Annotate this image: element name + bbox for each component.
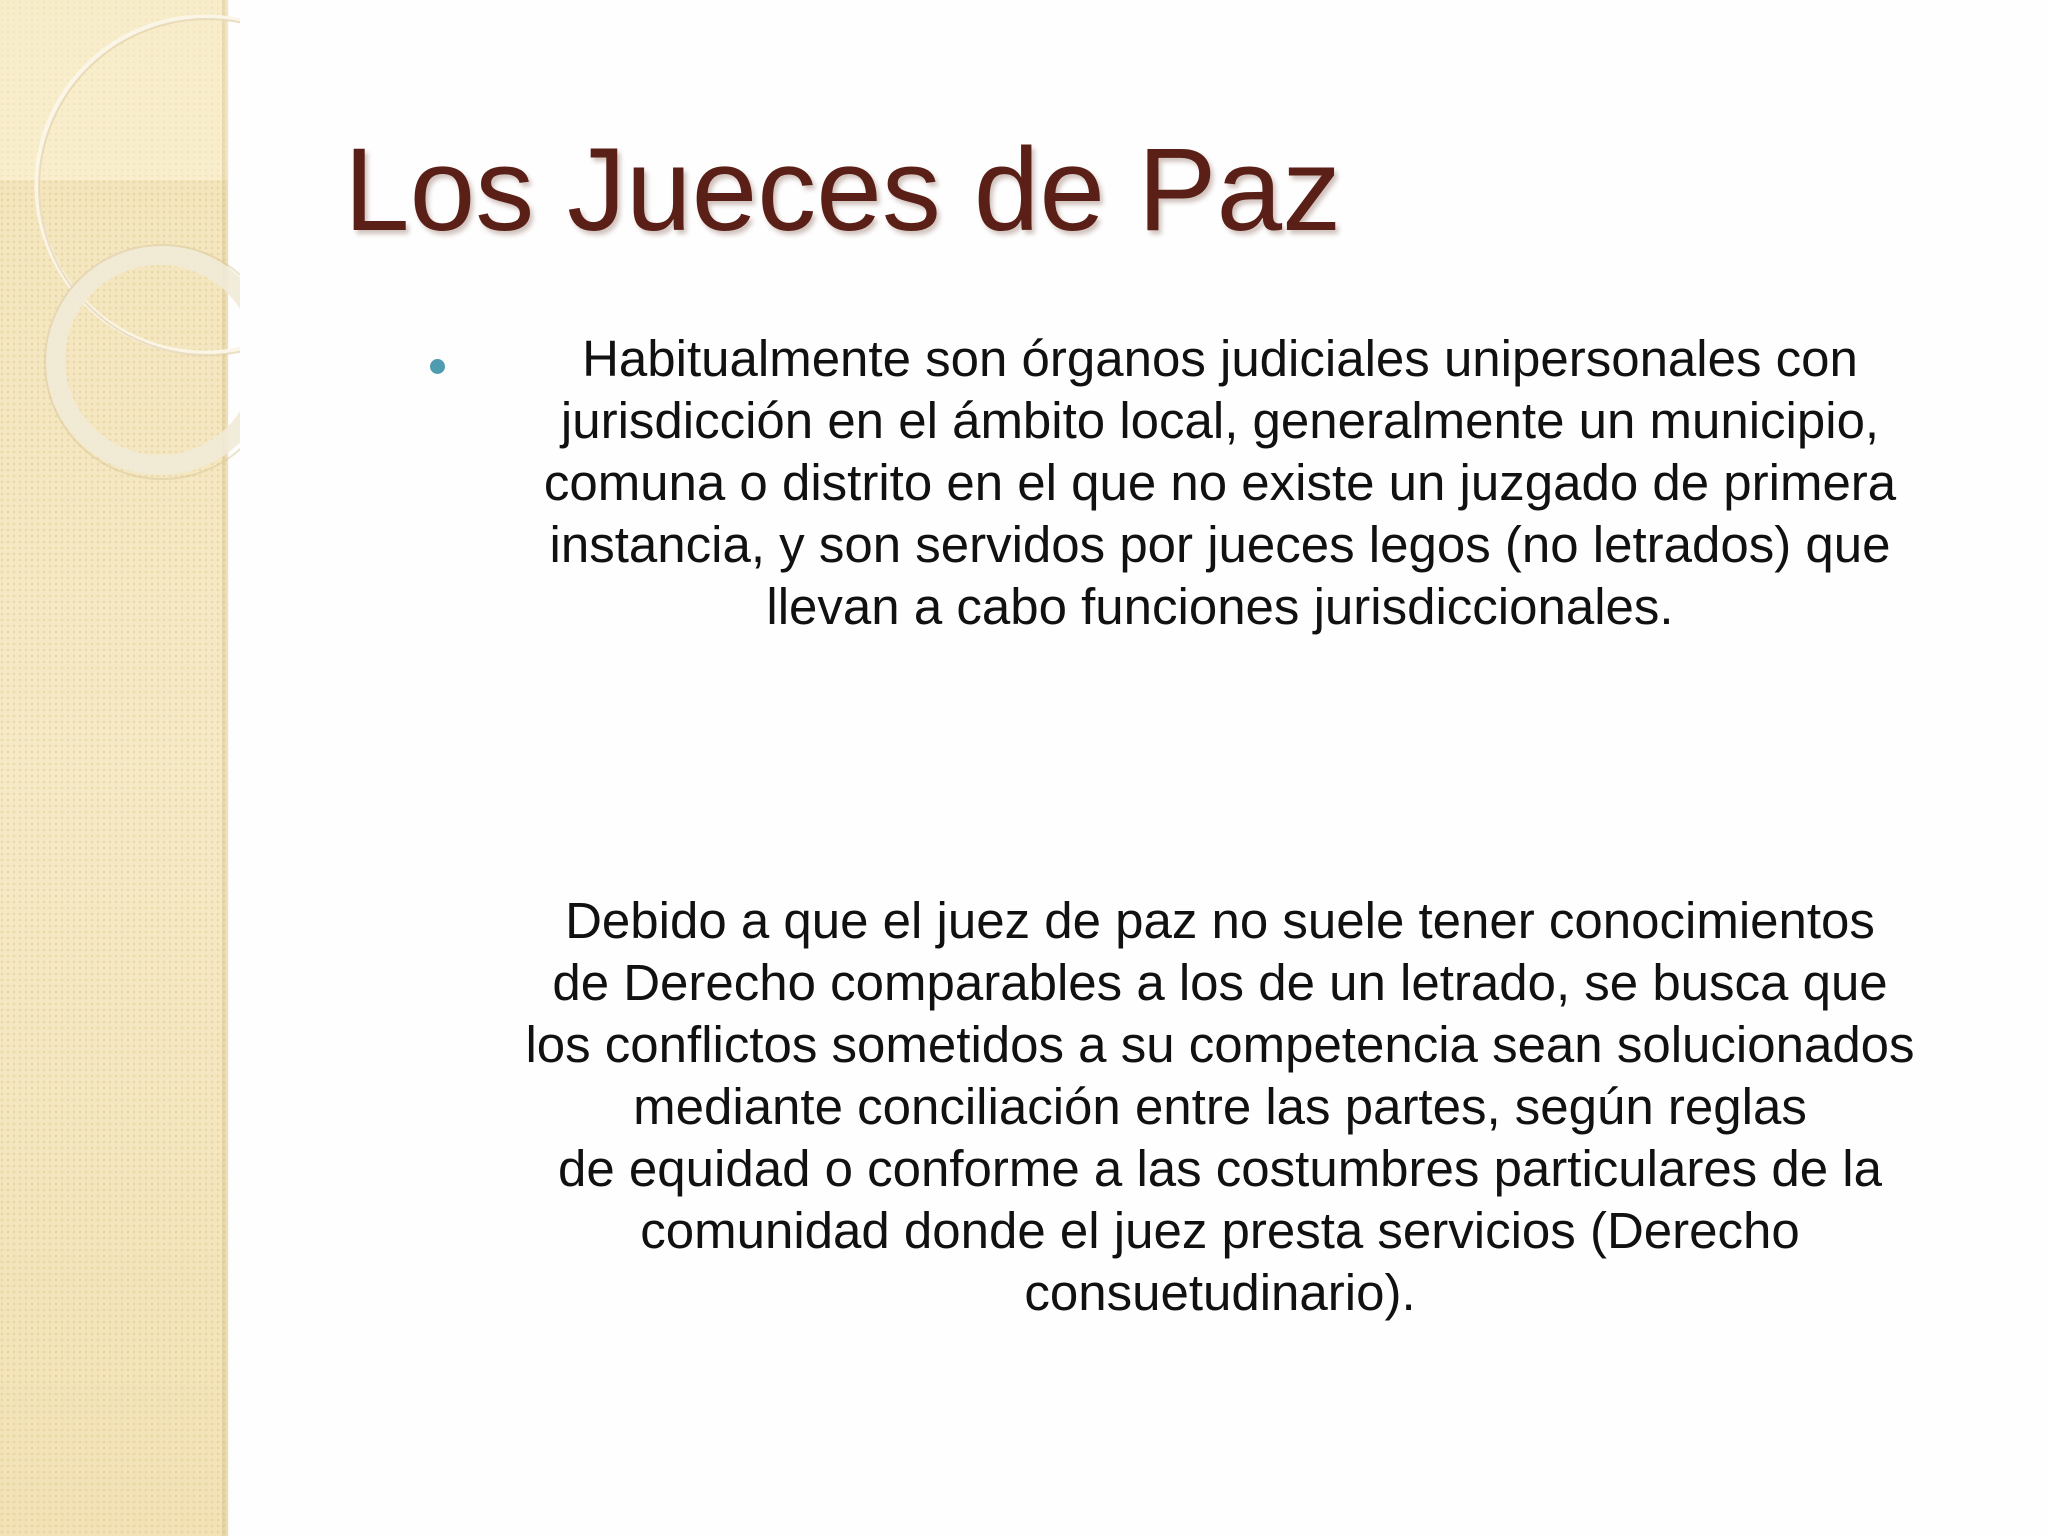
- bullet-line: comuna o distrito en el que no existe un juzgado de primera: [543, 454, 1897, 511]
- bullet-line: instancia, y son servidos por jueces legos (no letrados) que: [549, 516, 1891, 573]
- bullet-text: [420, 328, 2020, 638]
- bullet-line: jurisdicción en el ámbito local, generalmente un municipio,: [560, 392, 1880, 449]
- decorative-ring-small: [55, 255, 240, 465]
- paragraph-line: de Derecho comparables a los de un letrado, se busca que: [552, 954, 1888, 1011]
- paragraph-line: de equidad o conforme a las costumbres particulares de la: [558, 1140, 1882, 1197]
- paragraph-text: [420, 890, 2020, 1324]
- paragraph-line: consuetudinario).: [1024, 1264, 1416, 1321]
- paragraph-line: los conflictos sometidos a su competencia sean solucionados: [525, 1016, 1915, 1073]
- paragraph-line: mediante conciliación entre las partes, según reglas: [633, 1078, 1807, 1135]
- decorative-rings: [0, 0, 240, 520]
- paragraph-line: comunidad donde el juez presta servicios (Derecho: [640, 1202, 1800, 1259]
- bullet-line: llevan a cabo funciones jurisdiccionales.: [766, 578, 1674, 635]
- bullet-line: Habitualmente son órganos judiciales unipersonales con: [582, 330, 1858, 387]
- slide-title: Los Jueces de Paz: [344, 124, 1342, 256]
- paragraph-line: Debido a que el juez de paz no suele tener conocimientos: [565, 892, 1875, 949]
